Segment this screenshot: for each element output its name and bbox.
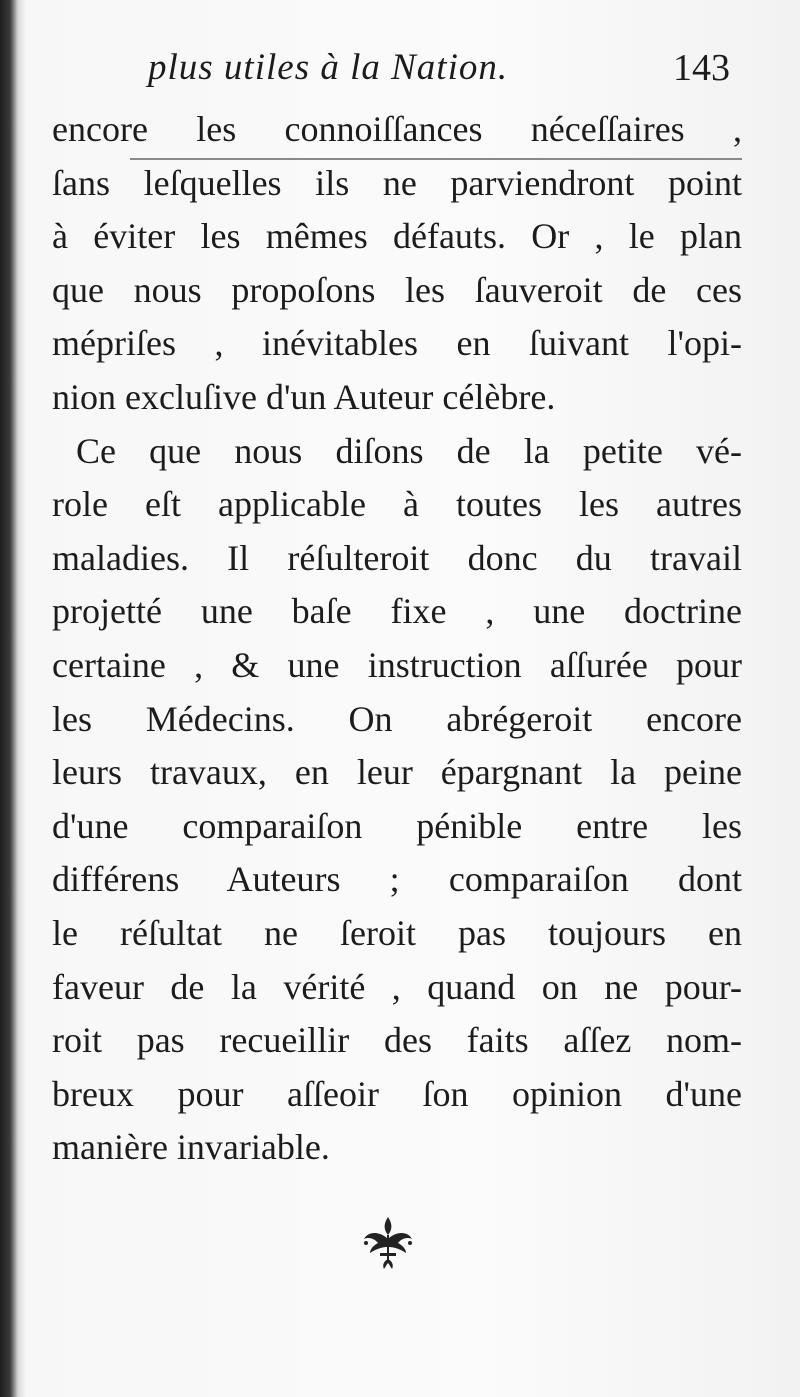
text-line: les Médecins. On abrégeroit encore — [52, 698, 742, 739]
text-line: projetté une baſe fixe , une doctrine — [52, 591, 742, 632]
fleuron-icon — [358, 1213, 418, 1273]
text-line: certaine , & une instruction aſſurée pour — [52, 644, 742, 685]
page-header — [140, 40, 730, 100]
text-line: faveur de la vérité , quand on ne pour- — [52, 966, 742, 1007]
text-line: mépriſes , inévitables en ſuivant l'opi- — [52, 323, 742, 364]
text-line: encore les connoiſſances néceſſaires , — [52, 109, 742, 149]
running-title: plus utiles à la Nation. — [148, 47, 509, 88]
text-line: maladies. Il réſulteroit donc du travail — [52, 537, 742, 578]
text-line: breux pour aſſeoir ſon opinion d'une — [52, 1073, 742, 1114]
text-line: roit pas recueillir des faits aſſez nom- — [52, 1020, 742, 1061]
text-line: nion excluſive d'un Auteur célèbre. — [52, 376, 556, 417]
text-line: manière invariable. — [52, 1127, 330, 1168]
text-line: role eſt applicable à toutes les autres — [52, 484, 742, 525]
body-text — [52, 103, 742, 1175]
text-line: à éviter les mêmes défauts. Or , le plan — [52, 216, 742, 257]
text-line: que nous propoſons les ſauveroit de ces — [52, 269, 742, 310]
text-line: différens Auteurs ; comparaiſon dont — [52, 859, 742, 900]
text-line: Ce que nous diſons de la petite vé- — [76, 430, 742, 471]
text-line: leurs travaux, en leur épargnant la peine — [52, 752, 742, 793]
text-line: ſans leſquelles ils ne parviendront point — [52, 162, 742, 203]
page-number: 143 — [673, 47, 730, 89]
text-line: d'une comparaiſon pénible entre les — [52, 805, 742, 846]
text-line: le réſultat ne ſeroit pas toujours en — [52, 912, 742, 953]
